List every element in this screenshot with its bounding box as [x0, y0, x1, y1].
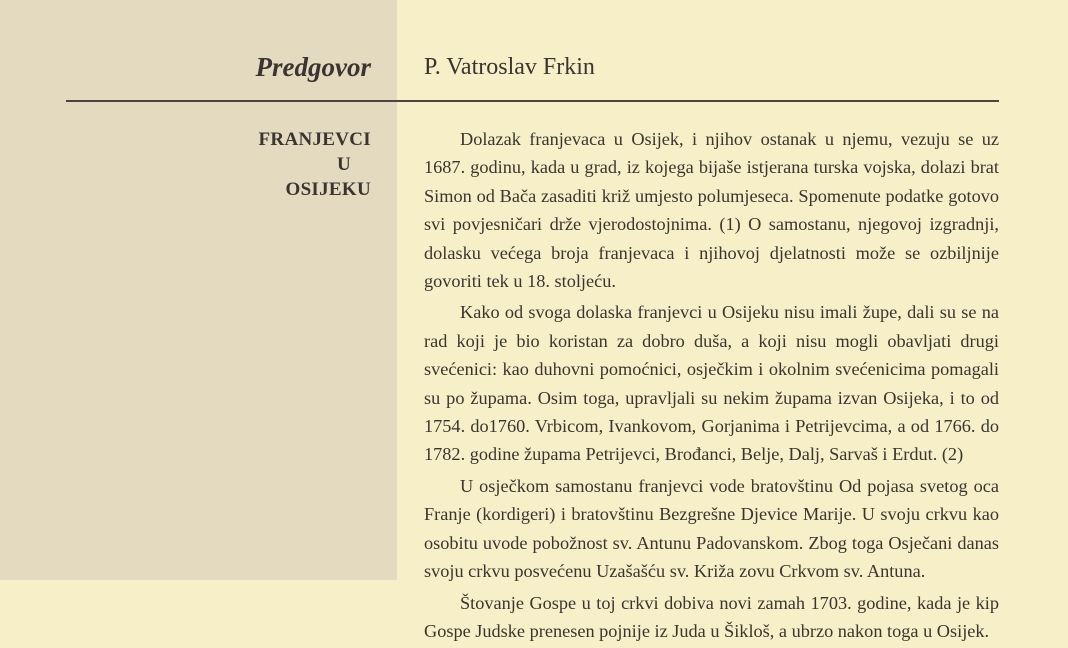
chapter-title	[171, 127, 371, 202]
section-label: Predgovor	[255, 52, 371, 82]
chapter-title-line-2: U	[336, 154, 351, 175]
header-divider	[66, 100, 999, 102]
body-text	[424, 125, 999, 648]
paragraph: Štovanje Gospe u toj crkvi dobiva novi zamah 1703. godine, kada je kip Gospe Judske prenesen pojnije iz Juda u Šikloš, a ubrzo nakon toga u Osijek.	[424, 592, 999, 641]
paragraph: Kako od svoga dolaska franjevci u Osijeku nisu imali župe, dali su se na rad koji je bio koristan za dobro duša, a koji nisu mogli obavljati drugi svećenici: kao duhovni pomoćnici, osječkim i okolnim svećenicima pomagali su po župama. Osim toga, upravljali su nekim župama izvan Osijeka, i to od 1754. do1760. Vrbicom, Ivankovom, Gorjanima i Petrijevcima, a od 1766. do 1782. godine župama Petrijevci, Brođanci, Belje, Dalj, Sarvaš i Erdut. (2)	[424, 302, 999, 465]
author-name: P. Vatroslav Frkin	[424, 54, 595, 80]
paragraph: Dolazak franjevaca u Osijek, i njihov ostanak u njemu, vezuju se uz 1687. godinu, kada u grad, iz kojega bijaše istjerana turska vojska, dolazi brat Simon od Bača zasaditi križ umjesto polumjeseca. Spomenute podatke gotovo svi povjesničari drže vjerodostojnima. (1) O samostanu, njegovoj izgradnji, dolasku većega broja franjevaca i njihovoj djelatnosti može se ozbiljnije govoriti tek u 18. stoljeću.	[424, 129, 999, 292]
chapter-title-line-1: FRANJEVCI	[258, 129, 371, 150]
chapter-title-line-3: OSIJEKU	[285, 179, 371, 200]
paragraph: U osječkom samostanu franjevci vode bratovštinu Od pojasa svetog oca Franje (kordigeri) i bratovštinu Bezgrešne Djevice Marije. U svoju crkvu kao osobitu uvode pobožnost sv. Antunu Padovanskom. Zbog toga Osječani danas svoju crkvu posvećenu Uzašašću sv. Križa zovu Crkvom sv. Antuna.	[424, 475, 999, 582]
left-margin-column	[0, 0, 397, 580]
